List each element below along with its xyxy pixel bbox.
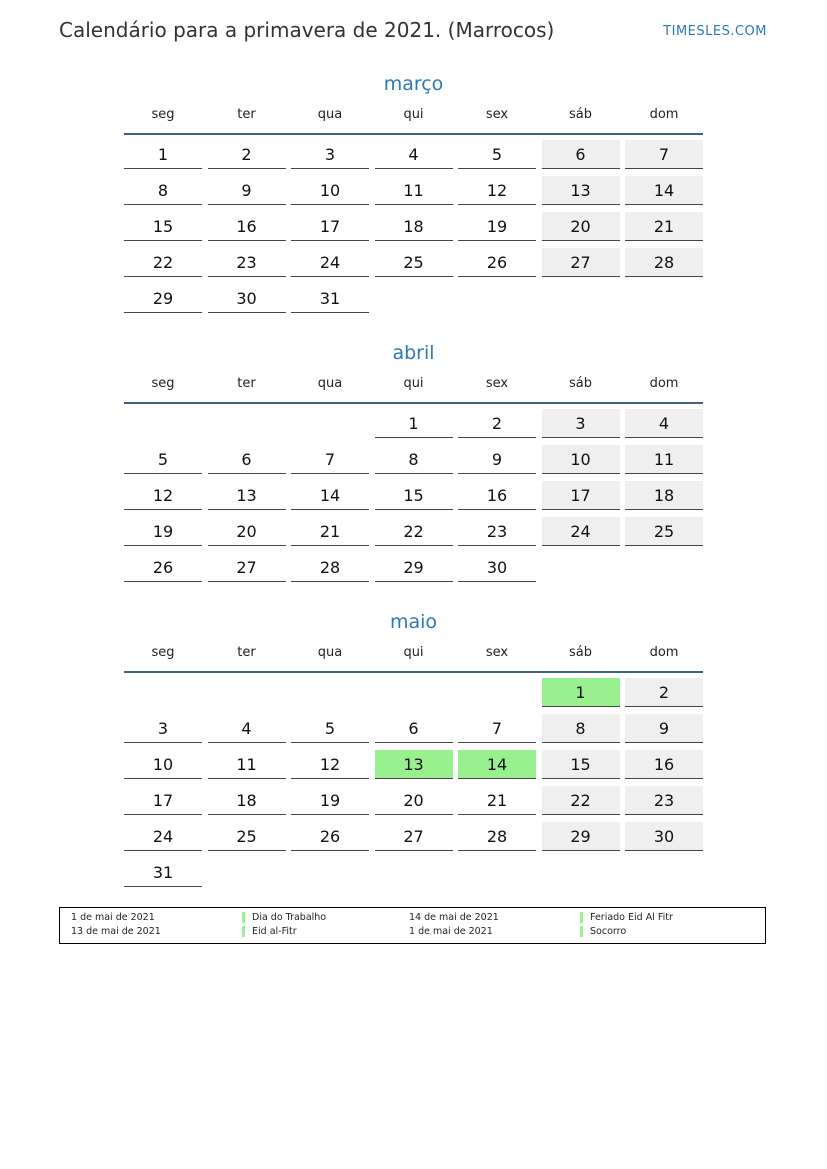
holiday-legend <box>59 907 766 944</box>
day-cell: 18 <box>625 481 703 510</box>
day-cell: 11 <box>625 445 703 474</box>
day-cell: 29 <box>542 822 620 851</box>
legend-holiday-name: Dia do Trabalho <box>242 912 326 923</box>
day-cell: 19 <box>124 517 202 546</box>
day-cell: 10 <box>542 445 620 474</box>
day-cell: 2 <box>208 140 286 169</box>
day-cell: 21 <box>625 212 703 241</box>
legend-date: 1 de mai de 2021 <box>409 926 493 937</box>
month-title: março <box>383 73 444 95</box>
day-cell: 2 <box>458 409 536 438</box>
day-cell: 20 <box>542 212 620 241</box>
day-cell: 6 <box>542 140 620 169</box>
day-cell: 25 <box>625 517 703 546</box>
day-cell: 9 <box>458 445 536 474</box>
day-cell: 14 <box>625 176 703 205</box>
day-cell: 8 <box>124 176 202 205</box>
day-cell: 9 <box>625 714 703 743</box>
day-cell: 20 <box>375 786 453 815</box>
day-cell: 1 <box>124 140 202 169</box>
page-title: Calendário para a primavera de 2021. (Marrocos) <box>59 18 555 42</box>
day-cell: 28 <box>625 248 703 277</box>
day-cell: 17 <box>291 212 369 241</box>
weekday-label: qui <box>403 376 424 391</box>
day-cell: 26 <box>124 553 202 582</box>
day-cell: 22 <box>542 786 620 815</box>
weekday-label: sex <box>485 376 509 391</box>
day-cell: 26 <box>291 822 369 851</box>
weekday-label: dom <box>649 107 679 122</box>
brand-link[interactable]: TIMESLES.COM <box>663 24 767 39</box>
day-cell: 23 <box>625 786 703 815</box>
day-cell: 19 <box>458 212 536 241</box>
weekday-label: seg <box>151 376 175 391</box>
month-title: maio <box>389 611 438 633</box>
weekday-label: sáb <box>569 645 592 660</box>
day-cell: 19 <box>291 786 369 815</box>
day-cell: 8 <box>542 714 620 743</box>
day-cell: 26 <box>458 248 536 277</box>
legend-holiday-name: Feriado Eid Al Fitr <box>580 912 673 923</box>
month-calendar <box>124 70 703 308</box>
day-cell: 13 <box>208 481 286 510</box>
day-cell: 3 <box>542 409 620 438</box>
day-cell: 14 <box>291 481 369 510</box>
day-cell: 17 <box>542 481 620 510</box>
day-cell: 1 <box>375 409 453 438</box>
weekday-label: sex <box>485 645 509 660</box>
day-cell: 7 <box>458 714 536 743</box>
day-cell: 10 <box>291 176 369 205</box>
day-cell: 7 <box>291 445 369 474</box>
day-cell: 16 <box>458 481 536 510</box>
day-cell: 12 <box>124 481 202 510</box>
holiday-day-cell: 13 <box>375 750 453 779</box>
weekday-label: sex <box>485 107 509 122</box>
weekday-header <box>124 98 703 135</box>
day-cell: 24 <box>291 248 369 277</box>
legend-holiday-name: Socorro <box>580 926 626 937</box>
weekday-label: ter <box>237 107 256 122</box>
day-cell: 12 <box>291 750 369 779</box>
month-calendar <box>124 339 703 577</box>
day-cell: 27 <box>375 822 453 851</box>
day-cell: 30 <box>458 553 536 582</box>
day-cell: 18 <box>375 212 453 241</box>
month-calendar <box>124 608 703 882</box>
day-cell: 16 <box>208 212 286 241</box>
day-cell: 6 <box>208 445 286 474</box>
day-cell: 30 <box>625 822 703 851</box>
day-cell: 5 <box>291 714 369 743</box>
weekday-label: seg <box>151 645 175 660</box>
day-cell: 29 <box>124 284 202 313</box>
weekday-label: ter <box>237 376 256 391</box>
day-cell: 15 <box>375 481 453 510</box>
day-cell: 4 <box>625 409 703 438</box>
day-cell: 23 <box>458 517 536 546</box>
day-cell: 21 <box>458 786 536 815</box>
day-cell: 20 <box>208 517 286 546</box>
day-cell: 15 <box>124 212 202 241</box>
legend-holiday-name: Eid al-Fitr <box>242 926 297 937</box>
day-cell: 27 <box>542 248 620 277</box>
weekday-label: dom <box>649 376 679 391</box>
day-cell: 25 <box>208 822 286 851</box>
day-cell: 9 <box>208 176 286 205</box>
day-cell: 23 <box>208 248 286 277</box>
day-cell: 24 <box>542 517 620 546</box>
day-cell: 31 <box>291 284 369 313</box>
weekday-label: qui <box>403 107 424 122</box>
day-cell: 27 <box>208 553 286 582</box>
weekday-header <box>124 367 703 404</box>
day-cell: 4 <box>208 714 286 743</box>
weekday-label: ter <box>237 645 256 660</box>
legend-date: 1 de mai de 2021 <box>71 912 155 923</box>
weekday-label: qua <box>317 107 343 122</box>
weekday-label: dom <box>649 645 679 660</box>
day-cell: 10 <box>124 750 202 779</box>
day-cell: 25 <box>375 248 453 277</box>
day-cell: 5 <box>458 140 536 169</box>
weekday-label: sáb <box>569 107 592 122</box>
day-cell: 17 <box>124 786 202 815</box>
day-cell: 24 <box>124 822 202 851</box>
day-cell: 16 <box>625 750 703 779</box>
day-cell: 22 <box>375 517 453 546</box>
day-cell: 15 <box>542 750 620 779</box>
day-cell: 29 <box>375 553 453 582</box>
holiday-day-cell: 14 <box>458 750 536 779</box>
day-cell: 3 <box>291 140 369 169</box>
day-cell: 5 <box>124 445 202 474</box>
month-title: abril <box>392 342 435 364</box>
day-cell: 28 <box>458 822 536 851</box>
day-cell: 13 <box>542 176 620 205</box>
weekday-label: sáb <box>569 376 592 391</box>
day-cell: 11 <box>208 750 286 779</box>
day-cell: 7 <box>625 140 703 169</box>
day-cell: 6 <box>375 714 453 743</box>
day-cell: 3 <box>124 714 202 743</box>
weekday-label: seg <box>151 107 175 122</box>
legend-date: 14 de mai de 2021 <box>409 912 499 923</box>
day-cell: 2 <box>625 678 703 707</box>
day-cell: 18 <box>208 786 286 815</box>
day-cell: 4 <box>375 140 453 169</box>
weekday-header <box>124 636 703 673</box>
day-cell: 31 <box>124 858 202 887</box>
day-cell: 28 <box>291 553 369 582</box>
weekday-label: qua <box>317 376 343 391</box>
day-cell: 12 <box>458 176 536 205</box>
day-cell: 30 <box>208 284 286 313</box>
legend-date: 13 de mai de 2021 <box>71 926 161 937</box>
holiday-day-cell: 1 <box>542 678 620 707</box>
day-cell: 21 <box>291 517 369 546</box>
weekday-label: qui <box>403 645 424 660</box>
day-cell: 8 <box>375 445 453 474</box>
day-cell: 11 <box>375 176 453 205</box>
day-cell: 22 <box>124 248 202 277</box>
weekday-label: qua <box>317 645 343 660</box>
